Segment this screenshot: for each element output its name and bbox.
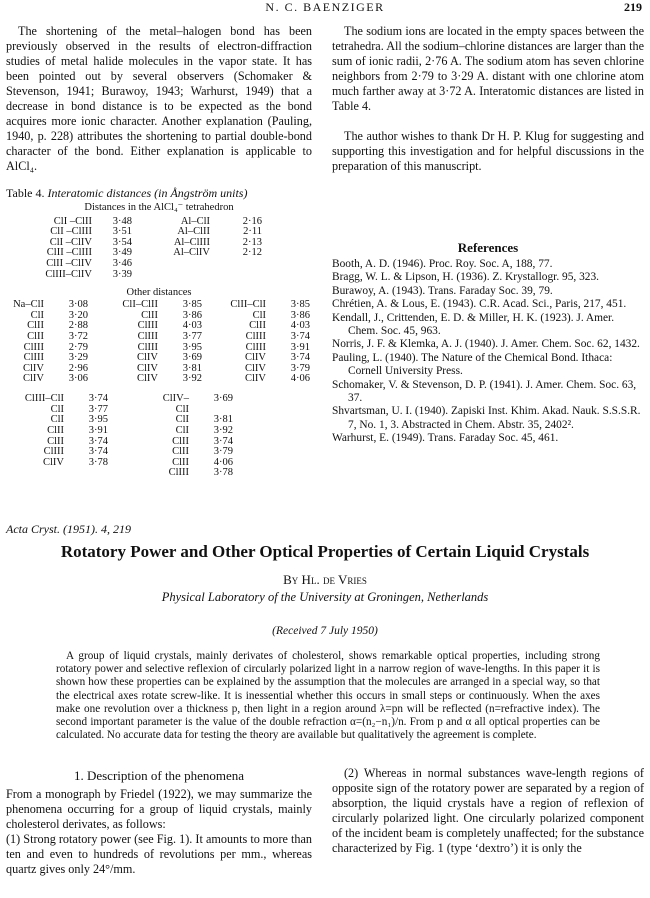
paragraph: From a monograph by Friedel (1922), we may summarize the phenomena occurring for a group of liquid crystals, mainly cholesterol derivates, as follows:	[6, 787, 312, 831]
table-cell-distance: 3·92	[182, 373, 202, 385]
table-cell-distance: 3·85	[290, 299, 310, 311]
table-block-cl2	[228, 300, 310, 385]
table-cell-distance: 2·12	[242, 247, 262, 259]
table-cell-pair: ClIII	[23, 341, 44, 353]
table-row	[228, 332, 310, 343]
table-cell-distance: 3·79	[290, 362, 310, 374]
table-cell-distance: 3·54	[112, 236, 132, 248]
right-column-top	[332, 24, 644, 174]
paragraph: (2) Whereas in normal substances wave-length regions of opposite sign of the rotatory power are separated by a region of absorption, the liquid crystals have a region of reflexion of circularly polarized light. One circularly polarized component of the incident beam is completely unaffected; for the substance characterized by Fig. 1 (type ‘dextro’) it is only the	[332, 766, 644, 855]
table-cell-distance: 3·74	[290, 330, 310, 342]
reference-item: Booth, A. D. (1946). Proc. Roy. Soc. A, 188, 77.	[332, 258, 553, 270]
table-cell-pair: ClI –ClIII	[50, 226, 92, 238]
reference-item: Shvartsman, U. I. (1940). Zapiski Inst. Khim. Akad. Nauk. S.S.S.R. 7, No. 1, 3. Abstracted in Chem. Abstr. 35, 2402².	[332, 405, 641, 431]
table-cell-distance: 2·13	[242, 236, 262, 248]
table-cell-distance: 3·49	[112, 247, 132, 259]
table-cell-distance: 3·20	[68, 309, 88, 321]
table-cell-distance: 3·81	[182, 362, 202, 374]
table-block-cl1	[118, 300, 202, 385]
table-cell-pair: Na–ClI	[13, 299, 44, 311]
table-cell-pair: ClI –ClII	[53, 215, 92, 227]
table-cell-distance: 3·85	[182, 299, 202, 311]
table-cell-pair: ClII	[27, 330, 44, 342]
table-cell-distance: 3·77	[88, 403, 108, 415]
table-row	[8, 332, 88, 343]
table-caption-text: Interatomic distances (in Ångström units)	[47, 186, 248, 200]
table-cell-pair: ClI	[252, 309, 266, 321]
table-cell-pair: ClI	[30, 309, 44, 321]
table-cell-pair: ClIII	[23, 352, 44, 364]
section-heading: 1. Description of the phenomena	[73, 768, 245, 783]
table-cell-pair: ClIII–ClIV	[45, 268, 92, 280]
running-head-author: N. C. BAENZIGER	[265, 0, 385, 14]
table-cell-distance: 3·95	[182, 341, 202, 353]
table-cell-pair: ClIII	[245, 330, 266, 342]
table-cell-pair: ClIV	[43, 456, 64, 468]
table-block-na	[8, 300, 88, 385]
article-title: Rotatory Power and Other Optical Properties of Certain Liquid Crystals	[60, 542, 590, 561]
article-received: (Received 7 July 1950)	[272, 625, 378, 637]
table-cell-pair: Al–ClIII	[173, 236, 210, 248]
reference-item: Kendall, J., Crittenden, E. D. & Miller, H. K. (1923). J. Amer. Chem. Soc. 45, 963.	[332, 311, 615, 338]
table-block-alcl4-cl	[40, 217, 132, 281]
running-head	[0, 0, 650, 16]
table-cell-pair: ClII–ClI	[230, 299, 266, 311]
table-row	[118, 332, 202, 343]
table-cell-distance: 3·91	[88, 424, 108, 436]
table-cell-pair: ClIV	[137, 362, 158, 374]
table-row	[228, 374, 310, 385]
table-cell-distance: 4·03	[290, 320, 310, 332]
table-cell-distance: 3·06	[68, 373, 88, 385]
table-row	[170, 248, 262, 259]
table-row	[40, 259, 132, 270]
table-cell-distance: 2·96	[68, 362, 88, 374]
table-row	[8, 374, 88, 385]
table-cell-distance: 2·16	[242, 215, 262, 227]
table-cell-distance: 3·78	[213, 467, 233, 479]
table-cell-pair: ClIII	[137, 320, 158, 332]
table-cell-distance: 3·48	[112, 215, 132, 227]
table-cell-distance: 3·46	[112, 257, 132, 269]
table-cell-distance: 3·74	[290, 352, 310, 364]
table-cell-distance: 3·29	[68, 352, 88, 364]
article-abstract: A group of liquid crystals, mainly derivates of cholesterol, shows remarkable optical properties, including strong rotatory power and selective reflexion of circularly polarized light in a narrow region of wave-lengths. In this paper it is shown how these properties can be explained by the assumption that the molecules are arranged in a special way, so that the electrical axes rotate screw-like. It is inessential whether this occurs in small steps or continuously. When the axes make one revolution over a thickness p, then light in a region around λ=pn will be reflected (n=refractive index). The second important parameter is the value of the double refraction α=(n₂−n₁)/n. From p and α all optical properties can be calculated. No accurate data for testing the theory are available but qualitatively the agreement is complete.	[56, 650, 600, 742]
table-cell-pair: ClIV	[245, 352, 266, 364]
table-cell-distance: 3·79	[213, 446, 233, 458]
table-cell-pair: Al–ClI	[180, 215, 210, 227]
table-cell-pair: ClIII–ClI	[24, 393, 64, 405]
table-cell-distance: 3·74	[88, 393, 108, 405]
references-heading: References	[457, 240, 519, 255]
table-4	[6, 202, 312, 479]
article-affiliation: Physical Laboratory of the University at Groningen, Netherlands	[161, 590, 489, 604]
table-cell-pair: ClIV	[23, 373, 44, 385]
paragraph: The sodium ions are located in the empty spaces between the tetrahedra. All the sodium–chlorine distances are larger than the sum of ionic radii, 2·76 A. The sodium atom has seven chlorine neighbors from 2·79 to 3·29 A. distant with one chlorine atom much farther away at 3·72 A. Interatomic distances are listed in Table 4.	[332, 24, 644, 113]
table-row	[151, 426, 233, 437]
table-cell-distance: 3·86	[290, 309, 310, 321]
table-cell-pair: ClI	[175, 424, 189, 436]
table-cell-distance: 2·88	[68, 320, 88, 332]
table-block-alcl4-al	[170, 217, 262, 259]
reference-item: Bragg, W. L. & Lipson, H. (1936). Z. Krystallogr. 95, 323.	[332, 271, 600, 284]
table-cell-pair: ClII –ClIII	[46, 247, 92, 259]
table-cell-pair: Al–ClIV	[173, 247, 210, 259]
table-cell-pair: ClIV	[245, 373, 266, 385]
table-cell-distance: 3·08	[68, 299, 88, 311]
table-cell-distance: 2·79	[68, 341, 88, 353]
table-cell-distance: 3·39	[112, 268, 132, 280]
reference-item: Schomaker, V. & Stevenson, D. P. (1941). J. Amer. Chem. Soc. 63, 37.	[332, 378, 637, 405]
table-cell-distance: 3·72	[68, 330, 88, 342]
article-left-body	[6, 787, 312, 877]
table-cell-pair: ClII	[47, 424, 64, 436]
table-cell-distance: 3·78	[88, 456, 108, 468]
reference-item: Burawoy, A. (1943). Trans. Faraday Soc. 39, 79.	[332, 284, 553, 297]
table-cell-pair: ClIII	[245, 341, 266, 353]
table-cell-pair: ClII	[27, 320, 44, 332]
paragraph: The shortening of the metal–halogen bond has been previously observed in the results of electron-diffraction studies of metal halide molecules in the vapor state. It has been pointed out by several observers (Schomaker & Stevenson, 1941; Burawoy, 1943; Warhurst, 1949) that a decrease in bond distance is to be expected as the bond acquires more ionic character. Another explanation (Pauling, 1940, p. 228) attributes the shortening to partial double-bond character of the bond. Either explanation is applicable to AlCl₄.	[6, 24, 312, 173]
paragraph: (1) Strong rotatory power (see Fig. 1). It amounts to more than ten and even to hundreds of revolutions per mm., whereas quartz gives only 24°/mm.	[6, 832, 312, 876]
left-column-top	[6, 24, 312, 174]
reference-item: Warhurst, E. (1949). Trans. Faraday Soc. 45, 461.	[332, 432, 559, 445]
table-cell-distance: 3·77	[182, 330, 202, 342]
table-cell-pair: ClIII	[168, 467, 189, 479]
article-right-body	[332, 766, 644, 856]
table-cell-distance: 3·74	[213, 435, 233, 447]
table-cell-pair: ClI	[175, 414, 189, 426]
table-caption-number: Table 4.	[6, 186, 45, 200]
table-row	[24, 458, 108, 469]
table-row	[151, 394, 233, 415]
table-cell-distance: 3·74	[88, 446, 108, 458]
table-cell-pair: ClII	[47, 435, 64, 447]
table-cell-pair: ClI	[50, 403, 64, 415]
table-cell-distance: 3·51	[112, 226, 132, 238]
table-cell-pair: ClII	[172, 456, 189, 468]
article-byline: By Hl. de Vries	[283, 572, 367, 587]
table-cell-pair: ClII	[249, 320, 266, 332]
table-cell-pair: ClII –ClIV	[46, 257, 92, 269]
reference-item: Chrétien, A. & Lous, E. (1943). C.R. Acad. Sci., Paris, 217, 451.	[332, 298, 627, 311]
references-list	[332, 258, 644, 446]
table-cell-distance: 4·06	[290, 373, 310, 385]
table-cell-distance: 2·11	[243, 226, 262, 238]
citation-line: Acta Cryst. (1951). 4, 219	[6, 522, 131, 536]
table-cell-distance: 3·69	[213, 393, 233, 405]
table-section-title: Distances in the AlCl₄⁻ tetrahedron	[84, 202, 234, 213]
table-cell-pair: ClIII	[137, 330, 158, 342]
table-row	[24, 426, 108, 437]
table-cell-pair: ClI –ClIV	[49, 236, 92, 248]
table-cell-pair: ClII	[172, 446, 189, 458]
table-cell-pair: ClIII	[137, 341, 158, 353]
table-caption	[6, 186, 312, 201]
table-cell-distance: 3·81	[213, 414, 233, 426]
table-cell-distance: 3·91	[290, 341, 310, 353]
table-row	[40, 270, 132, 281]
table-cell-distance: 3·69	[182, 352, 202, 364]
table-cell-pair: ClIV	[23, 362, 44, 374]
table-cell-pair: ClIV–ClI	[162, 393, 189, 415]
table-cell-pair: ClII	[141, 309, 158, 321]
table-cell-distance: 3·92	[213, 424, 233, 436]
table-section-title: Other distances	[126, 286, 192, 298]
table-block-cl4	[151, 394, 233, 479]
table-cell-distance: 3·95	[88, 414, 108, 426]
paragraph: The author wishes to thank Dr H. P. Klug for suggesting and supporting this investigation and for helpful discussions in the preparation of this manuscript.	[332, 129, 644, 173]
table-cell-pair: ClII	[172, 435, 189, 447]
table-cell-pair: Al–ClII	[177, 226, 210, 238]
table-cell-pair: ClI–ClII	[122, 299, 158, 311]
table-block-cl3	[24, 394, 108, 468]
table-cell-distance: 4·06	[213, 456, 233, 468]
reference-item: Norris, J. F. & Klemka, A. J. (1940). J. Amer. Chem. Soc. 62, 1432.	[332, 338, 640, 351]
table-row	[151, 468, 233, 479]
page-number: 219	[624, 0, 642, 14]
table-cell-distance: 4·03	[182, 320, 202, 332]
table-cell-pair: ClIII	[43, 446, 64, 458]
table-cell-distance: 3·86	[182, 309, 202, 321]
table-cell-pair: ClI	[50, 414, 64, 426]
table-row	[118, 374, 202, 385]
table-cell-pair: ClIV	[245, 362, 266, 374]
table-cell-distance: 3·74	[88, 435, 108, 447]
table-cell-pair: ClIV	[137, 373, 158, 385]
reference-item: Pauling, L. (1940). The Nature of the Chemical Bond. Ithaca: Cornell University Press.	[332, 351, 613, 378]
table-cell-pair: ClIV	[137, 352, 158, 364]
